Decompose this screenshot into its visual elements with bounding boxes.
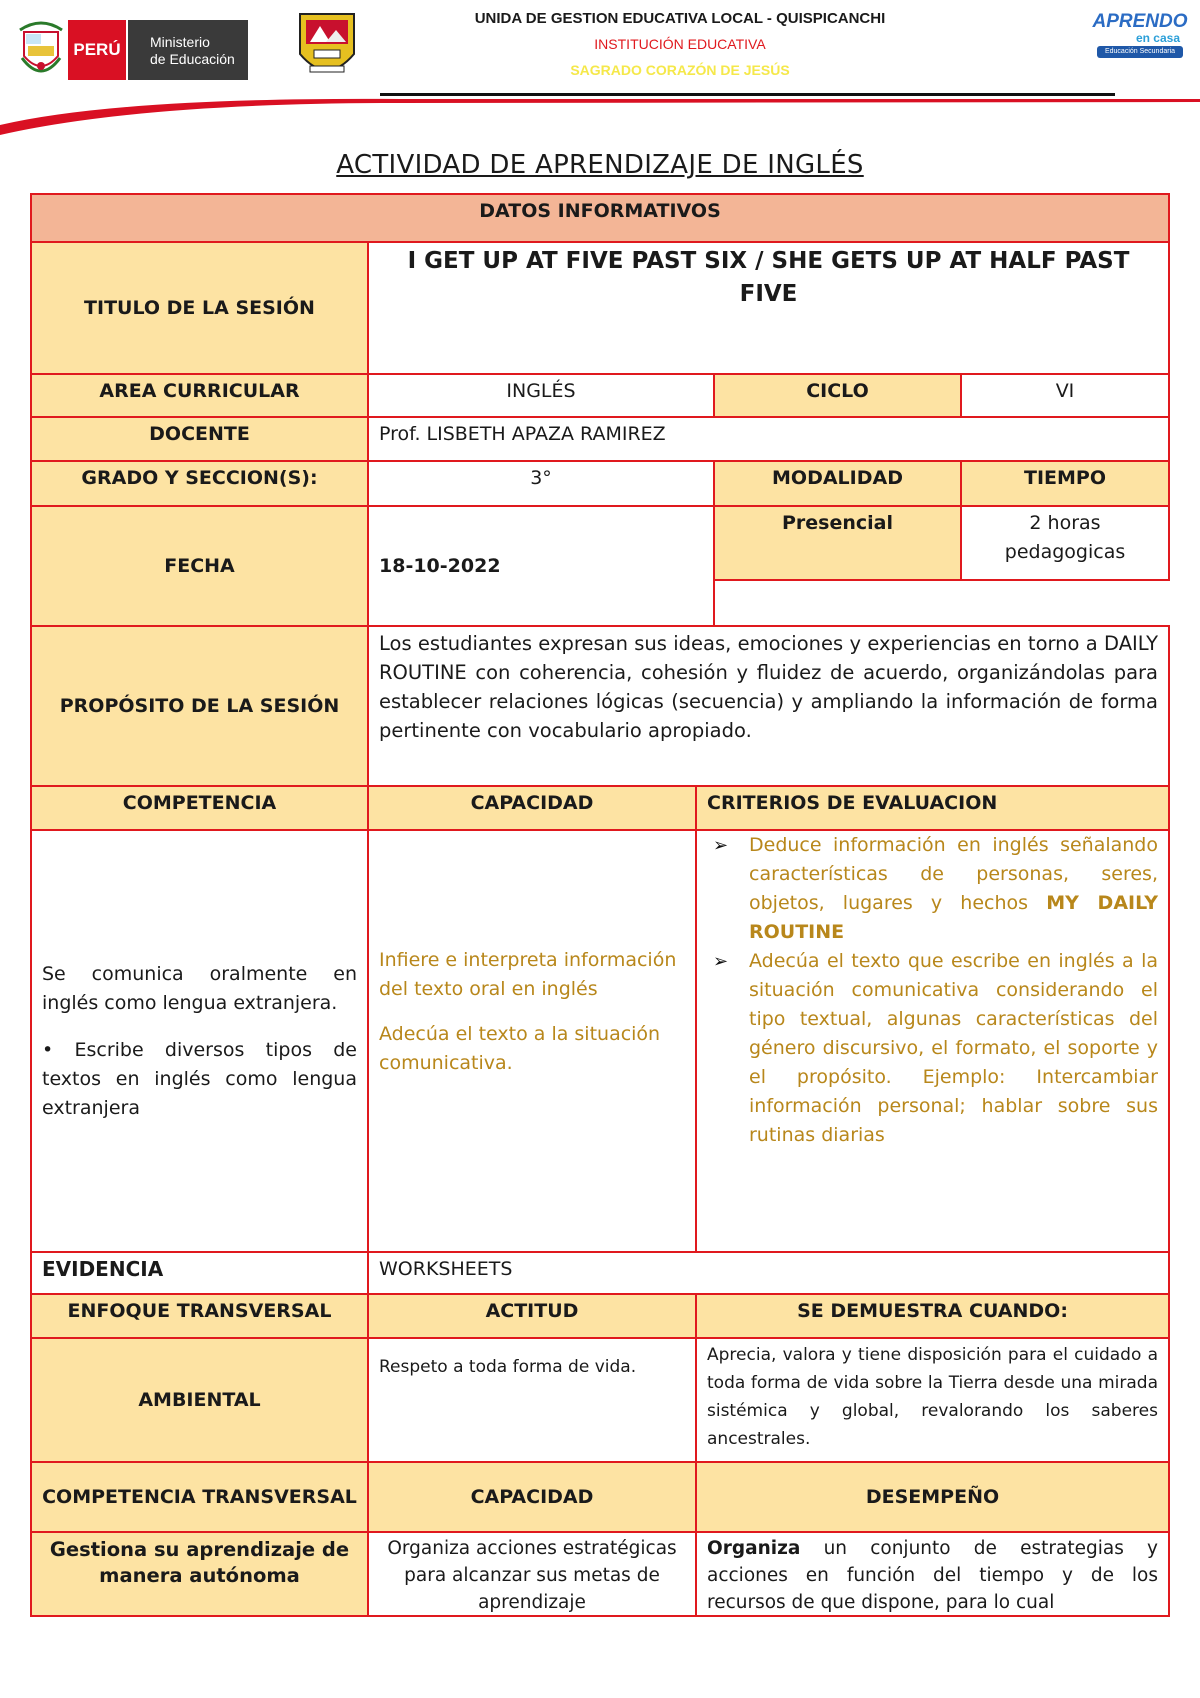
- school-logo-icon: [296, 10, 358, 82]
- red-swoosh-decoration: [0, 95, 1200, 140]
- fecha-label: FECHA: [30, 505, 369, 627]
- competencia-escrita: • Escribe diversos tipos de textos en inglés como lengua extranjera: [42, 1038, 357, 1119]
- area-value: INGLÉS: [367, 373, 715, 418]
- en-casa-text: en casa: [1135, 31, 1180, 45]
- desempeno-header: DESEMPEÑO: [695, 1461, 1170, 1533]
- evidencia-value: WORKSHEETS: [367, 1251, 1170, 1295]
- tiempo-value: 2 horas pedagogicas: [960, 505, 1170, 581]
- competencia-header: COMPETENCIA: [30, 785, 369, 831]
- institucion-label: INSTITUCIÓN EDUCATIVA: [594, 36, 766, 52]
- criterio-1-text: Deduce información en inglés señalando características de personas, seres, objetos, lugares y hechos: [749, 834, 1158, 914]
- session-table: [30, 193, 1170, 1653]
- proposito-label: PROPÓSITO DE LA SESIÓN: [30, 625, 369, 787]
- capacidad-adecua: Adecúa el texto a la situación comunicativa.: [379, 1023, 661, 1074]
- fecha-empty-cell: [713, 579, 1170, 627]
- enfoque-header: ENFOQUE TRANSVERSAL: [30, 1293, 369, 1339]
- ministerio-line-1: Ministerio: [150, 34, 210, 50]
- transversal-capacidad-value: Organiza acciones estratégicas para alcanzar sus metas de aprendizaje: [367, 1531, 697, 1617]
- ugel-name: UNIDA DE GESTION EDUCATIVA LOCAL - QUISPICANCHI: [474, 10, 886, 27]
- grado-value: 3°: [367, 460, 715, 507]
- competencia-cell: [30, 829, 369, 1253]
- enfoque-value: AMBIENTAL: [30, 1337, 369, 1463]
- demuestra-header: SE DEMUESTRA CUANDO:: [695, 1293, 1170, 1339]
- school-name: SAGRADO CORAZÓN DE JESÚS: [570, 62, 790, 78]
- actitud-header: ACTITUD: [367, 1293, 697, 1339]
- fecha-value: 18-10-2022: [367, 505, 715, 627]
- transversal-competencia-value: Gestiona su aprendizaje de manera autónoma: [30, 1531, 369, 1617]
- criterio-1-bold: MY DAILY ROUTINE: [749, 892, 1159, 943]
- titulo-value: I GET UP AT FIVE PAST SIX / SHE GETS UP AT HALF PAST FIVE: [367, 241, 1170, 375]
- docente-value: Prof. LISBETH APAZA RAMIREZ: [367, 416, 1170, 462]
- secundaria-badge: Educación Secundaria: [1097, 46, 1183, 58]
- aprendo-en-casa-logo: [1090, 12, 1190, 58]
- titulo-label: TITULO DE LA SESIÓN: [30, 241, 369, 375]
- ciclo-label: CICLO: [713, 373, 962, 418]
- page-title: ACTIVIDAD DE APRENDIZAJE DE INGLÉS: [336, 150, 864, 180]
- capacidad-cell: [367, 829, 697, 1253]
- criterio-item-1: [749, 831, 1158, 947]
- desempeno-value: un conjunto de estrategias y acciones en función del tiempo y de los recursos de que dispone, para lo cual: [707, 1538, 1158, 1613]
- page-header: [0, 0, 1200, 135]
- criterios-header: CRITERIOS DE EVALUACION: [695, 785, 1170, 831]
- docente-label: DOCENTE: [30, 416, 369, 462]
- grado-label: GRADO Y SECCION(S):: [30, 460, 369, 507]
- proposito-value: Los estudiantes expresan sus ideas, emociones y experiencias en torno a DAILY ROUTINE con coherencia, cohesión y fluidez de acuerdo, organizándolas para establecer relaciones lógicas (secuencia) y ampliando la información de forma pertinente con vocabulario apropiado.: [367, 625, 1170, 787]
- ministerio-logo: [128, 20, 248, 80]
- coat-of-arms-icon: [18, 18, 64, 80]
- tiempo-label: TIEMPO: [960, 460, 1170, 507]
- ciclo-value: VI: [960, 373, 1170, 418]
- criterio-item-2: ➢ Adecúa el texto que escribe en inglés a la situación comunicativa considerando el tipo textual, algunas características del género discursivo, el formato, el soporte y el propósito. Ejemplo: Intercambiar información personal; hablar sobre sus rutinas diarias: [749, 947, 1158, 1150]
- competencia-oral: Se comunica oralmente en inglés como lengua extranjera.: [42, 962, 357, 1014]
- transversal-capacidad-header: CAPACIDAD: [367, 1461, 697, 1533]
- demuestra-value: Aprecia, valora y tiene disposición para el cuidado a toda forma de vida sobre la Tierra desde una mirada sistémica y global, revalorando los saberes ancestrales.: [695, 1337, 1170, 1463]
- desempeno-cell: [695, 1531, 1170, 1617]
- ministerio-line-2: de Educación: [150, 51, 235, 67]
- aprendo-text: APRENDO: [1092, 11, 1188, 32]
- evidencia-label: EVIDENCIA: [30, 1251, 369, 1295]
- actitud-value: Respeto a toda forma de vida.: [367, 1337, 697, 1463]
- modalidad-value: Presencial: [713, 505, 962, 581]
- capacidad-header: CAPACIDAD: [367, 785, 697, 831]
- desempeno-bold: Organiza: [707, 1538, 801, 1559]
- datos-informativos-header: DATOS INFORMATIVOS: [30, 193, 1170, 243]
- peru-logo: PERÚ: [68, 20, 126, 80]
- criterios-cell: [695, 829, 1170, 1253]
- capacidad-infiere: Infiere e interpreta información del texto oral en inglés: [379, 949, 677, 1000]
- competencia-transversal-header: COMPETENCIA TRANSVERSAL: [30, 1461, 369, 1533]
- modalidad-label: MODALIDAD: [713, 460, 962, 507]
- area-label: AREA CURRICULAR: [30, 373, 369, 418]
